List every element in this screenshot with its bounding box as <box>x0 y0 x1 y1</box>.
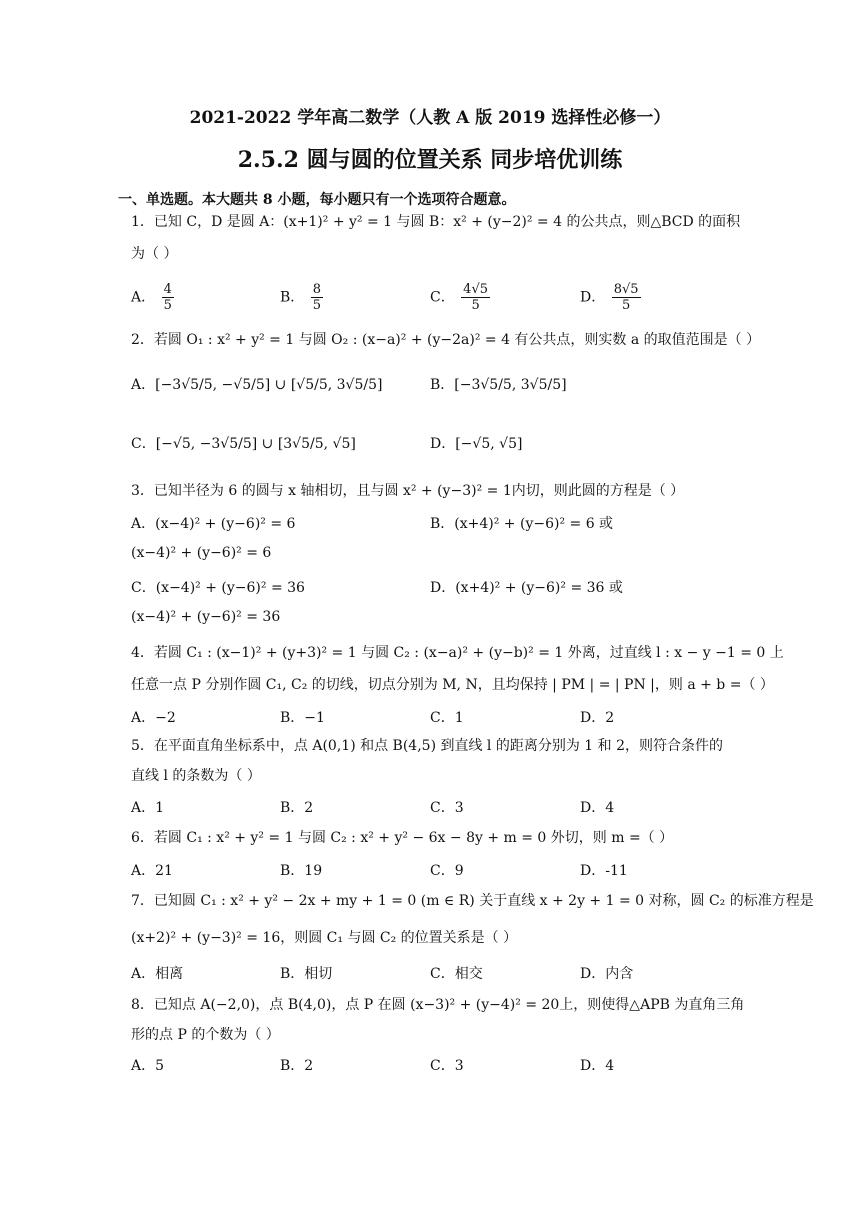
fraction <box>612 282 641 313</box>
q3-stem: 3．已知半径为 6 的圆与 x 轴相切，且与圆 x² + (y−3)² = 1内切，则此圆的方程是（ ） <box>131 483 685 499</box>
q8-stem-line1: 8．已知点 A(−2,0)，点 B(4,0)，点 P 在圆 (x−3)² + (y−4)² = 20上，则使得△APB 为直角三角 <box>131 997 745 1013</box>
q6-option-d: D．-11 <box>580 863 628 879</box>
q7-option-d: D．内含 <box>580 966 634 982</box>
q7-option-a: A．相离 <box>131 966 184 982</box>
q4-option-c: C．1 <box>430 710 464 726</box>
q6-stem: 6．若圆 C₁ : x² + y² = 1 与圆 C₂ : x² + y² − 6x − 8y + m = 0 外切，则 m =（ ） <box>131 830 674 846</box>
section-heading: 一、单选题。本大题共 8 小题，每小题只有一个选项符合题意。 <box>118 192 516 208</box>
fraction <box>461 282 490 313</box>
q5-stem-line2: 直线 l 的条数为（ ） <box>131 768 261 784</box>
q5-option-c: C．3 <box>430 800 464 816</box>
q1-option-b <box>280 282 325 313</box>
q4-option-a: A．−2 <box>131 710 176 726</box>
q1-option-c <box>430 282 492 313</box>
q3-option-d: D．(x+4)² + (y−6)² = 36 或 <box>430 580 623 596</box>
option-label: B． <box>280 289 305 306</box>
q2-option-d: D．[−√5, √5] <box>430 436 523 452</box>
q5-option-a: A．1 <box>131 800 165 816</box>
numerator: 4 <box>163 282 172 297</box>
q3-option-b-continued: (x−4)² + (y−6)² = 6 <box>131 545 272 561</box>
q3-option-a: A．(x−4)² + (y−6)² = 6 <box>131 516 296 532</box>
q3-option-d-continued: (x−4)² + (y−6)² = 36 <box>131 609 281 625</box>
q3-option-b: B．(x+4)² + (y−6)² = 6 或 <box>430 516 614 532</box>
q6-option-a: A．21 <box>131 863 173 879</box>
q3-option-c: C．(x−4)² + (y−6)² = 36 <box>131 580 305 596</box>
q1-option-d <box>580 282 643 313</box>
q2-option-b: B．[−3√5/5, 3√5/5] <box>430 377 567 393</box>
q5-option-d: D．4 <box>580 800 615 816</box>
q8-option-a: A．5 <box>131 1058 165 1074</box>
q7-stem-line2: (x+2)² + (y−3)² = 16，则圆 C₁ 与圆 C₂ 的位置关系是（ ） <box>131 930 518 946</box>
document-subtitle: 2.5.2 圆与圆的位置关系 同步培优训练 <box>237 147 623 173</box>
denominator: 5 <box>312 298 322 313</box>
q6-option-b: B．19 <box>280 863 323 879</box>
q5-option-b: B．2 <box>280 800 314 816</box>
fraction <box>311 282 323 313</box>
q1-option-a <box>131 282 176 313</box>
q7-option-b: B．相切 <box>280 966 333 982</box>
q6-option-c: C．9 <box>430 863 464 879</box>
option-label: A． <box>131 289 156 306</box>
q2-option-a: A．[−3√5/5, −√5/5] ∪ [√5/5, 3√5/5] <box>131 377 383 393</box>
q8-option-b: B．2 <box>280 1058 314 1074</box>
q8-option-c: C．3 <box>430 1058 464 1074</box>
denominator: 5 <box>621 298 631 313</box>
q1-stem-line1: 1．已知 C，D 是圆 A：(x+1)² + y² = 1 与圆 B：x² + (y−2)² = 4 的公共点，则△BCD 的面积 <box>131 214 741 230</box>
q2-option-c: C．[−√5, −3√5/5] ∪ [3√5/5, √5] <box>131 436 356 452</box>
document-title: 2021-2022 学年高二数学（人教 A 版 2019 选择性必修一） <box>189 108 671 128</box>
q4-stem-line1: 4．若圆 C₁ : (x−1)² + (y+3)² = 1 与圆 C₂ : (x−a)² + (y−b)² = 1 外离，过直线 l : x − y −1 = 0 上 <box>131 645 784 661</box>
q7-stem-line1: 7．已知圆 C₁ : x² + y² − 2x + my + 1 = 0 (m ∈ R) 关于直线 x + 2y + 1 = 0 对称，圆 C₂ 的标准方程是 <box>131 893 814 909</box>
q8-stem-line2: 形的点 P 的个数为（ ） <box>131 1027 280 1043</box>
q7-option-c: C．相交 <box>430 966 483 982</box>
fraction <box>162 282 174 313</box>
denominator: 5 <box>471 298 480 313</box>
q4-stem-line2: 任意一点 P 分别作圆 C₁, C₂ 的切线，切点分别为 M, N，且均保持 | PM | = | PN |，则 a + b =（ ） <box>131 677 774 693</box>
q8-option-d: D．4 <box>580 1058 615 1074</box>
option-label: C． <box>430 289 455 306</box>
q4-option-d: D．2 <box>580 710 615 726</box>
q2-stem: 2．若圆 O₁ : x² + y² = 1 与圆 O₂ : (x−a)² + (y−2a)² = 4 有公共点，则实数 a 的取值范围是（ ） <box>131 332 761 348</box>
q5-stem-line1: 5．在平面直角坐标系中，点 A(0,1) 和点 B(4,5) 到直线 l 的距离分别为 1 和 2，则符合条件的 <box>131 738 724 754</box>
numerator: 8 <box>312 282 322 297</box>
q1-stem-line2: 为（ ） <box>131 246 178 262</box>
numerator: 8√5 <box>613 282 639 297</box>
option-label: D． <box>580 289 606 306</box>
q4-option-b: B．−1 <box>280 710 325 726</box>
numerator: 4√5 <box>463 282 488 297</box>
denominator: 5 <box>163 298 172 313</box>
